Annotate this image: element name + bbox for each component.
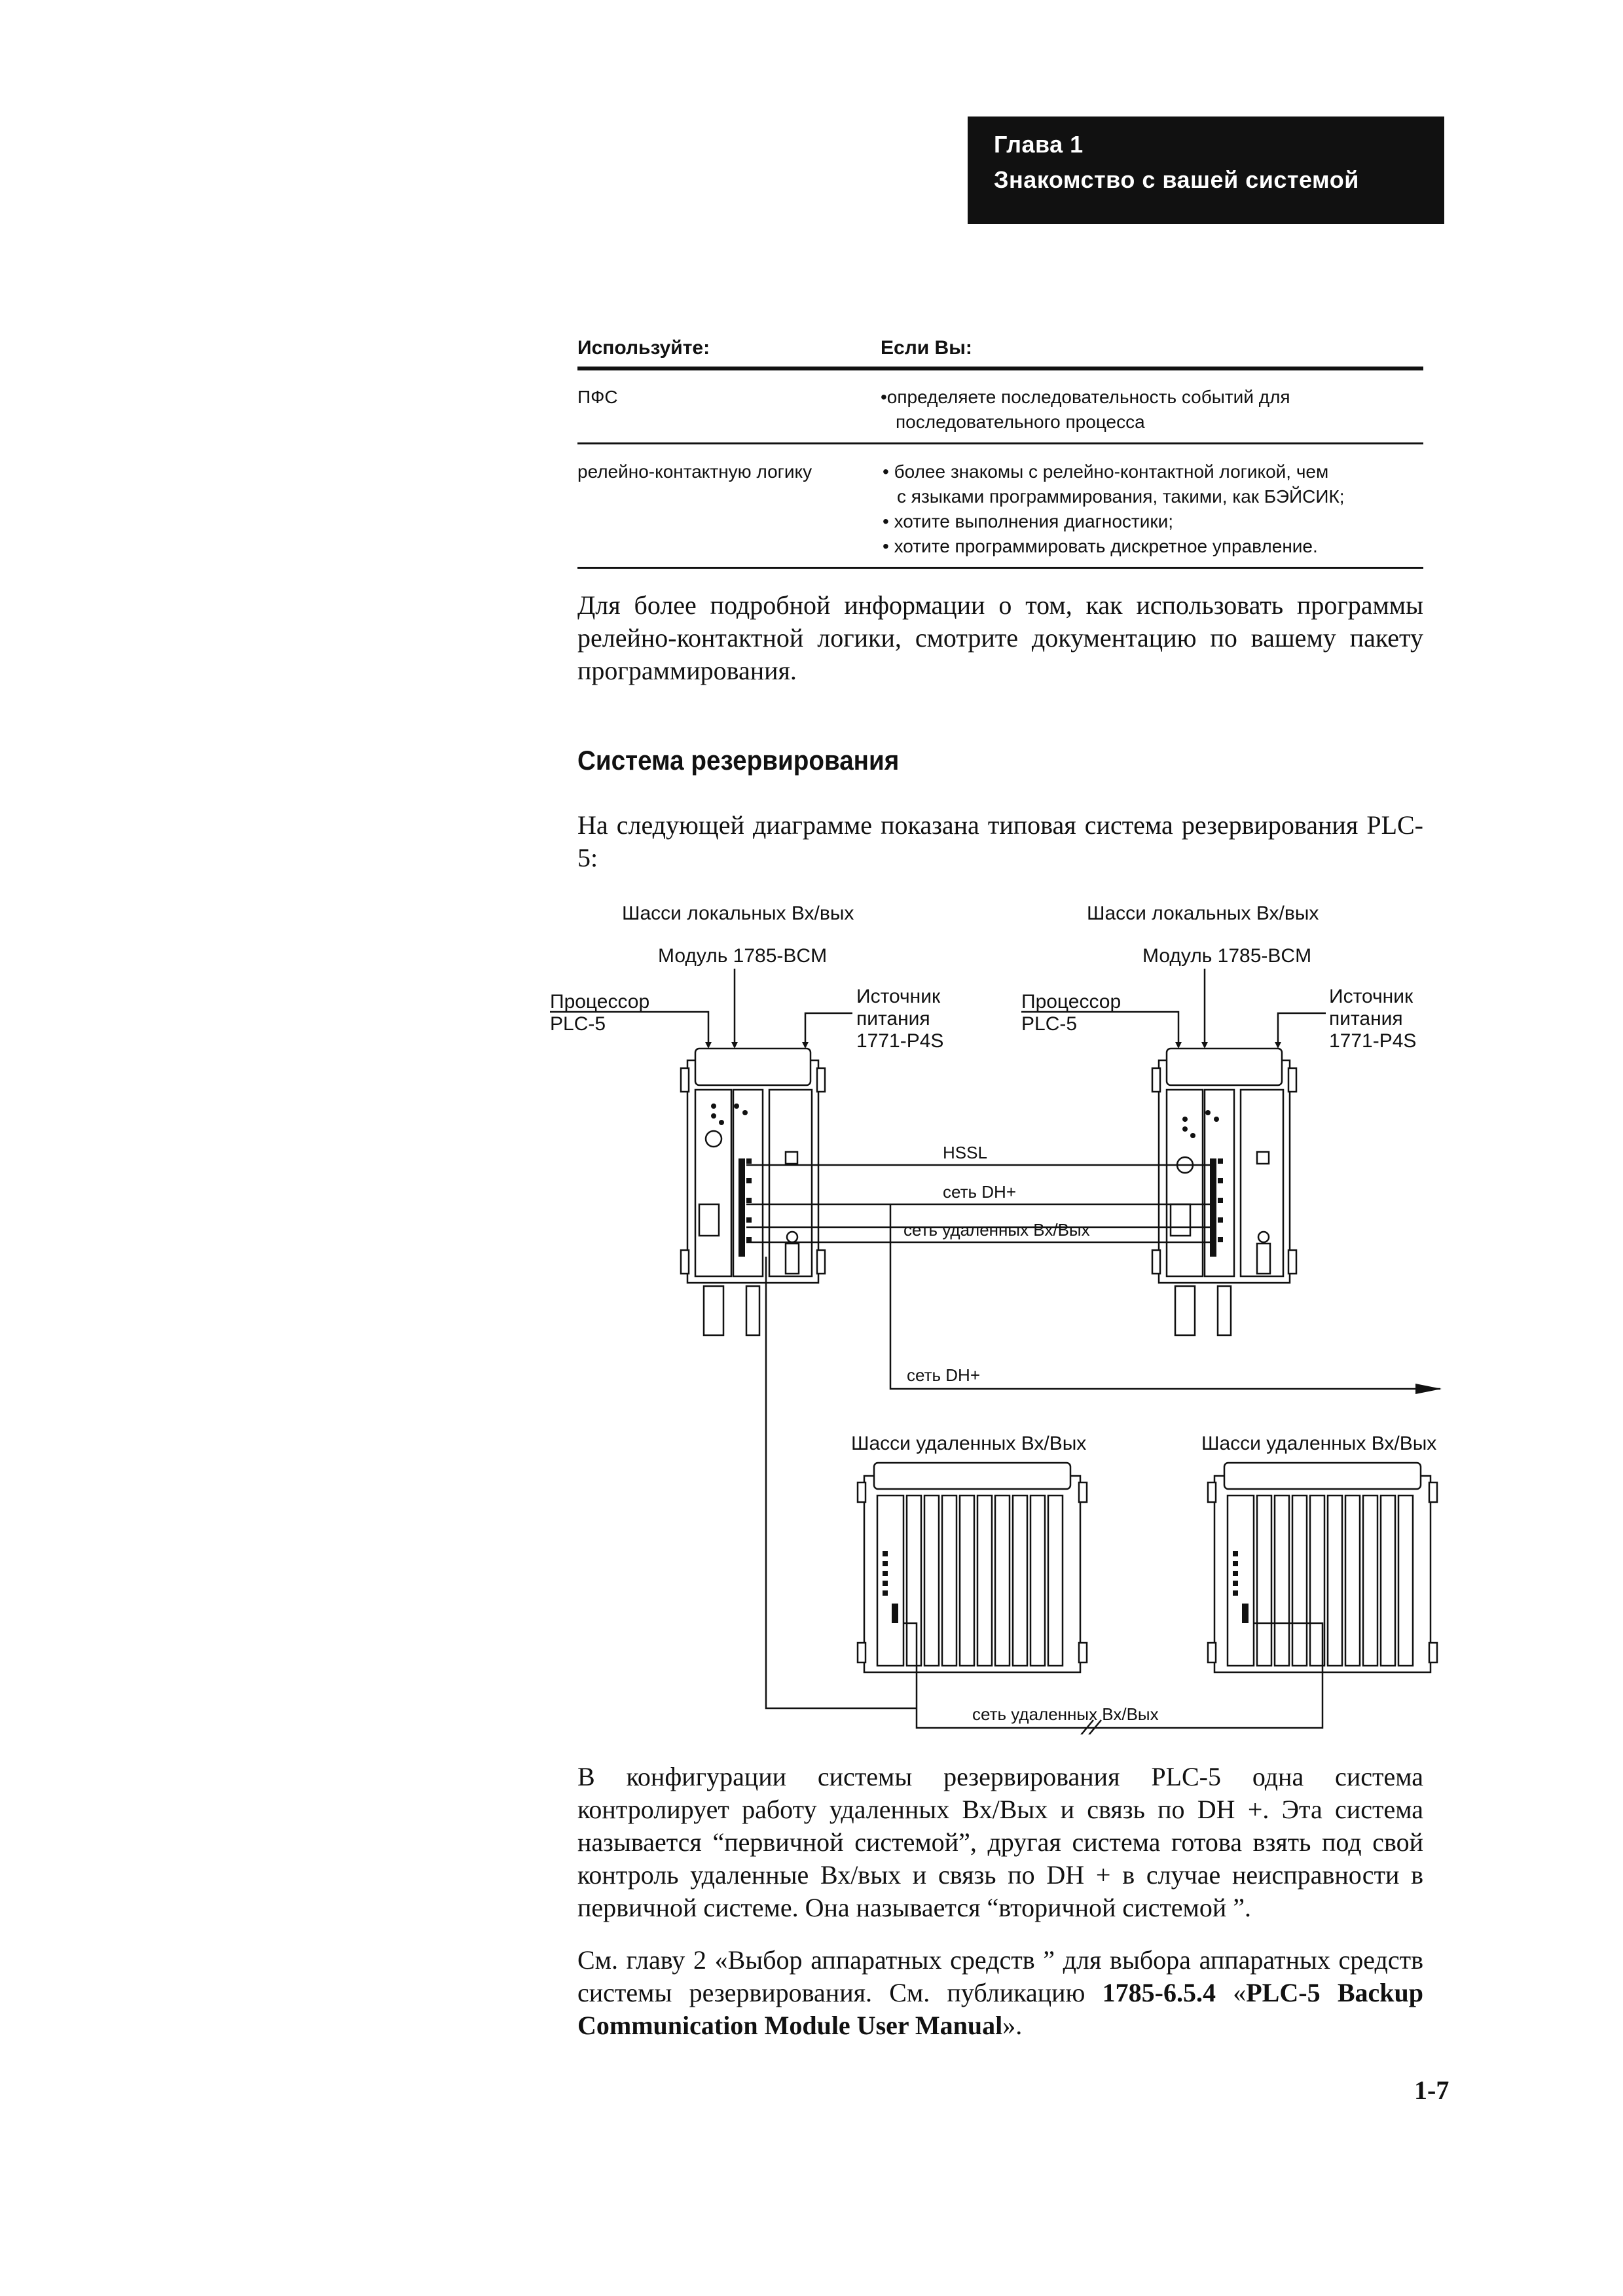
right-module-label: Модуль 1785-BCM (1142, 945, 1312, 967)
table-row-2-use: релейно-контактную логику (577, 461, 812, 482)
reference-paragraph-text (577, 1944, 1423, 2042)
left-power-label (856, 986, 945, 1052)
publication-title: PLC-5 Backup Communication Module User Manual (577, 1978, 1423, 2040)
remote-chassis-1-label: Шасси удаленных Вх/Вых (851, 1433, 1087, 1454)
left-processor-line2: PLC-5 (550, 1013, 606, 1035)
reference-suffix: ». (1002, 2011, 1023, 2040)
right-local-chassis (1152, 1049, 1296, 1335)
bottom-remote-io-label: сеть удаленных Вх/Вых (972, 1704, 1159, 1724)
section-heading: Система резервирования (577, 745, 900, 776)
right-chassis-label: Шасси локальных Вх/вых (1087, 903, 1319, 924)
right-power-line1: Источник (1329, 986, 1413, 1007)
diagram-intro (577, 809, 1423, 874)
left-processor-label (550, 991, 655, 1035)
config-paragraph-text: В конфигурации системы резервирования PLC-5 одна система контролирует работу удаленных Вх/Вых и связь по DH +. Эта система называется “первичной системой”, другая система готова взять под свой контроль удаленные Вх/вых и связь по DH + в случае неисправности в первичной системе. Она называется “вторичной системой ”. (577, 1762, 1423, 1922)
table-row-1-if-line1: •определяете последовательность событий для (881, 387, 1290, 407)
table-row-2-if-line3: • хотите выполнения диагностики; (883, 511, 1174, 531)
table-top-rule (577, 367, 1423, 370)
diagram-intro-text: На следующей диаграмме показана типовая система резервирования PLC-5: (577, 810, 1423, 872)
redundancy-system-diagram (550, 897, 1480, 1734)
link-remote-io-label: сеть удаленных Вх/Вых (903, 1220, 1090, 1240)
table-bottom-rule (577, 567, 1423, 569)
page-number: 1-7 (1414, 2075, 1450, 2105)
reference-mid: « (1215, 1978, 1247, 2007)
remote-chassis-2-label: Шасси удаленных Вх/Вых (1201, 1433, 1437, 1454)
right-power-line2: питания (1329, 1008, 1403, 1030)
right-power-line3: 1771-P4S (1329, 1030, 1417, 1052)
chapter-label: Глава 1 (994, 131, 1084, 158)
table-header-use: Используйте: (577, 337, 710, 359)
right-power-label (1329, 986, 1418, 1052)
link-hssl-label: HSSL (943, 1143, 987, 1162)
intro-paragraph (577, 589, 1423, 687)
left-power-line1: Источник (856, 986, 941, 1007)
right-processor-line2: PLC-5 (1021, 1013, 1078, 1035)
link-dh-plus-label: сеть DH+ (943, 1182, 1017, 1202)
left-power-line2: питания (856, 1008, 930, 1030)
intro-paragraph-text: Для более подробной информации о том, как использовать программы релейно-контактной логики, смотрите документацию по вашему пакету программирования. (577, 590, 1423, 685)
table-row-rule (577, 442, 1423, 444)
chapter-title: Знакомство с вашей системой (994, 166, 1359, 193)
remote-chassis-1 (858, 1463, 1087, 1672)
dh-plus-out-label: сеть DH+ (907, 1365, 981, 1385)
left-module-label: Модуль 1785-BCM (658, 945, 828, 967)
reference-prefix: См. главу 2 «Выбор аппаратных средств ” для выбора аппаратных средств системы резервирования. См. публикацию (577, 1945, 1423, 2007)
reference-paragraph (577, 1944, 1423, 2042)
left-local-chassis (681, 1049, 825, 1335)
table-row-2-if-line2: с языками программирования, такими, как БЭЙСИК; (897, 486, 1345, 507)
right-processor-label (1021, 991, 1127, 1035)
table-row-1-if-line2: последовательного процесса (896, 412, 1145, 432)
right-processor-line1: Процессор (1021, 991, 1122, 1013)
config-paragraph (577, 1761, 1423, 1924)
table-row-1-use: ПФС (577, 387, 618, 407)
publication-number: 1785-6.5.4 (1102, 1978, 1216, 2007)
left-power-line3: 1771-P4S (856, 1030, 944, 1052)
table-row-2-if-line1: • более знакомы с релейно-контактной логикой, чем (883, 461, 1329, 482)
table-header-if: Если Вы: (881, 337, 972, 359)
left-processor-line1: Процессор (550, 991, 650, 1013)
table-row-2-if-line4: • хотите программировать дискретное управление. (883, 536, 1318, 556)
chapter-header (968, 117, 1444, 224)
left-chassis-label: Шасси локальных Вх/вых (622, 903, 854, 924)
